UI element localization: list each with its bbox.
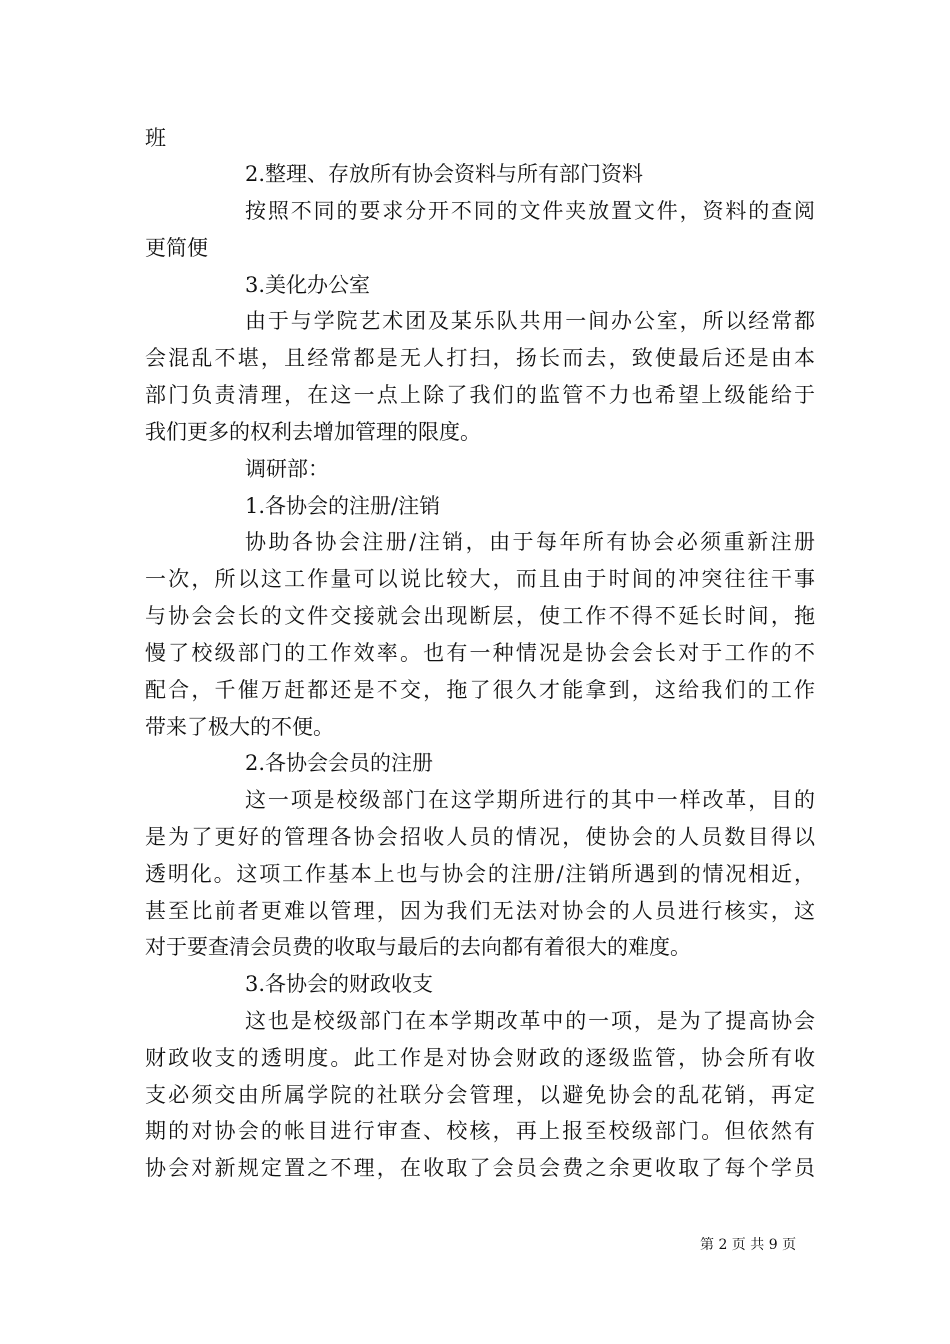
heading-registration: 1.各协会的注册/注销 (245, 494, 441, 518)
text-line-29: 协会对新规定置之不理，在收取了会员会费之余更收取了每个学员 (145, 1156, 815, 1180)
heading-beautify-office: 3.美化办公室 (245, 273, 371, 297)
section-heading-research: 调研部： (245, 457, 329, 481)
text-line-19: 这一项是校级部门在这学期所进行的其中一样改革，目的 (245, 788, 815, 812)
text-line-9: 我们更多的权利去增加管理的限度。 (145, 420, 481, 444)
text-line-28: 期的对协会的帐目进行审查、校核，再上报至校级部门。但依然有 (145, 1119, 815, 1143)
text-line-7: 会混乱不堪，且经常都是无人打扫，扬长而去，致使最后还是由本 (145, 346, 815, 370)
text-line-25: 这也是校级部门在本学期改革中的一项，是为了提高协会 (245, 1009, 815, 1033)
page-number: 第 2 页 共 9 页 (700, 1237, 797, 1253)
text-line-22: 甚至比前者更难以管理，因为我们无法对协会的人员进行核实，这 (145, 899, 815, 923)
text-line-3: 按照不同的要求分开不同的文件夹放置文件，资料的查阅 (245, 199, 815, 223)
text-line-21: 透明化。这项工作基本上也与协会的注册/注销所遇到的情况相近， (145, 862, 815, 886)
text-line-8: 部门负责清理，在这一点上除了我们的监管不力也希望上级能给于 (145, 383, 815, 407)
text-line-15: 慢了校级部门的工作效率。也有一种情况是协会会长对于工作的不 (145, 641, 815, 665)
text-line-23: 对于要查清会员费的收取与最后的去向都有着很大的难度。 (145, 935, 691, 959)
text-line-4: 更简便 (145, 236, 208, 260)
text-line-13: 一次，所以这工作量可以说比较大，而且由于时间的冲突往往干事 (145, 567, 815, 591)
heading-member-registration: 2.各协会会员的注册 (245, 751, 434, 775)
heading-finance: 3.各协会的财政收支 (245, 972, 434, 996)
text-line-17: 带来了极大的不便。 (145, 715, 334, 739)
text-line-26: 财政收支的透明度。此工作是对协会财政的逐级监管，协会所有收 (145, 1046, 815, 1070)
heading-organize-materials: 2.整理、存放所有协会资料与所有部门资料 (245, 162, 644, 186)
text-line-27: 支必须交由所属学院的社联分会管理，以避免协会的乱花销，再定 (145, 1083, 815, 1107)
text-line-1: 班 (145, 126, 166, 150)
text-line-12: 协助各协会注册/注销，由于每年所有协会必须重新注册 (245, 530, 815, 554)
text-line-16: 配合，千催万赶都还是不交，拖了很久才能拿到，这给我们的工作 (145, 678, 815, 702)
text-line-6: 由于与学院艺术团及某乐队共用一间办公室，所以经常都 (245, 309, 815, 333)
text-line-14: 与协会会长的文件交接就会出现断层，使工作不得不延长时间，拖 (145, 604, 815, 628)
text-line-20: 是为了更好的管理各协会招收人员的情况，使协会的人员数目得以 (145, 825, 815, 849)
